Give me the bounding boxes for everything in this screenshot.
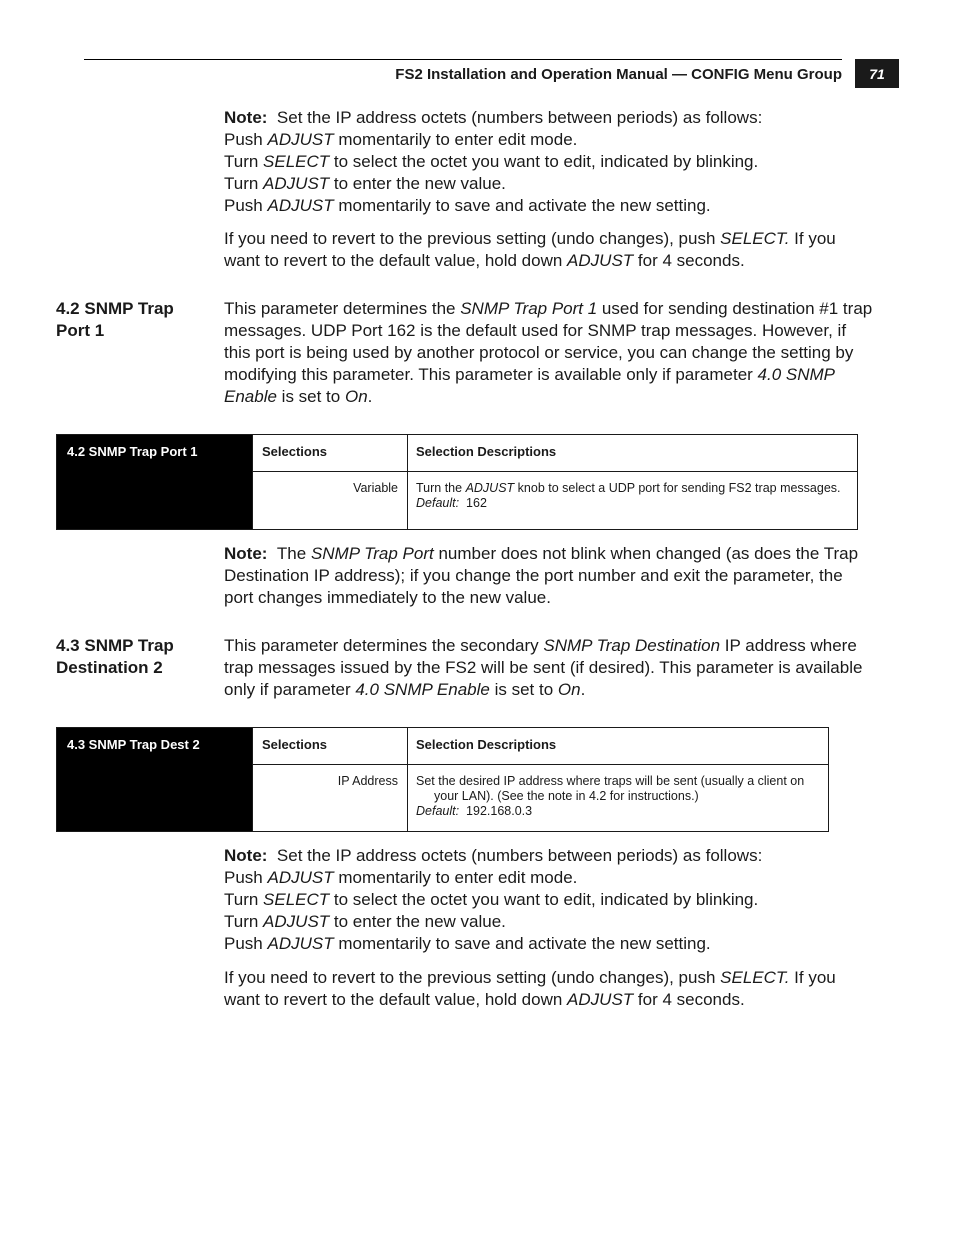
page-number: 71: [855, 59, 899, 88]
table-parameter-name: 4.3 SNMP Trap Dest 2: [57, 728, 253, 832]
note-label: Note:: [224, 544, 268, 563]
parameter-table-4-2: [56, 434, 858, 530]
parameter-table-4-3: [56, 727, 829, 832]
table-selection-description: Set the desired IP address where traps will be sent (usually a client on your LAN). (See the note in 4.2 for instructions.) Default: 192.168.0.3: [408, 765, 829, 832]
section-4-3-body: This parameter determines the secondary SNMP Trap Destination IP address where trap messages issued by the FS2 will be sent (if desired). This parameter is available only if parameter 4.0 SNMP Enable is set to On.: [224, 636, 863, 699]
running-header-title: FS2 Installation and Operation Manual — CONFIG Menu Group: [395, 66, 842, 83]
note-ip-octets-1: Note: Set the IP address octets (numbers between periods) as follows: Push ADJUST momentarily to enter edit mode. Turn SELECT to select the octet you want to edit, indicated by blinking. Turn ADJUST to enter the new value. Push ADJUST momentarily to save and activate the new setting.: [224, 108, 763, 215]
section-heading-4-3: 4.3 SNMP Trap Destination 2: [56, 636, 174, 677]
revert-paragraph-2: If you need to revert to the previous setting (undo changes), push SELECT. If you want to revert to the default value, hold down ADJUST for 4 seconds.: [224, 968, 836, 1009]
note-ip-octets-2: Note: Set the IP address octets (numbers between periods) as follows: Push ADJUST momentarily to enter edit mode. Turn SELECT to select the octet you want to edit, indicated by blinking. Turn ADJUST to enter the new value. Push ADJUST momentarily to save and activate the new setting.: [224, 846, 763, 953]
table-header-selections: Selections: [253, 435, 408, 472]
table-header-descriptions: Selection Descriptions: [408, 728, 829, 765]
table-selection-description: Turn the ADJUST knob to select a UDP port for sending FS2 trap messages. Default: 162: [408, 472, 858, 530]
note-label: Note:: [224, 846, 268, 865]
table-header-selections: Selections: [253, 728, 408, 765]
section-heading-4-2: 4.2 SNMP Trap Port 1: [56, 299, 174, 340]
table-header-descriptions: Selection Descriptions: [408, 435, 858, 472]
table-parameter-name: 4.2 SNMP Trap Port 1: [57, 435, 253, 530]
revert-paragraph-1: If you need to revert to the previous setting (undo changes), push SELECT. If you want to revert to the default value, hold down ADJUST for 4 seconds.: [224, 229, 836, 270]
header-rule: [84, 59, 842, 60]
table-selection-value: Variable: [253, 472, 408, 530]
section-4-2-body: This parameter determines the SNMP Trap Port 1 used for sending destination #1 trap messages. UDP Port 162 is the default used for SNMP trap messages. However, if this port is being used by another protocol or service, you can change the setting by modifying this parameter. This parameter is available only if parameter 4.0 SNMP Enable is set to On.: [224, 299, 873, 406]
table-selection-value: IP Address: [253, 765, 408, 832]
note-label: Note:: [224, 108, 268, 127]
note-trap-port: Note: The SNMP Trap Port number does not blink when changed (as does the Trap Destination IP address); if you change the port number and exit the parameter, the port changes immediately to the new value.: [224, 544, 859, 607]
